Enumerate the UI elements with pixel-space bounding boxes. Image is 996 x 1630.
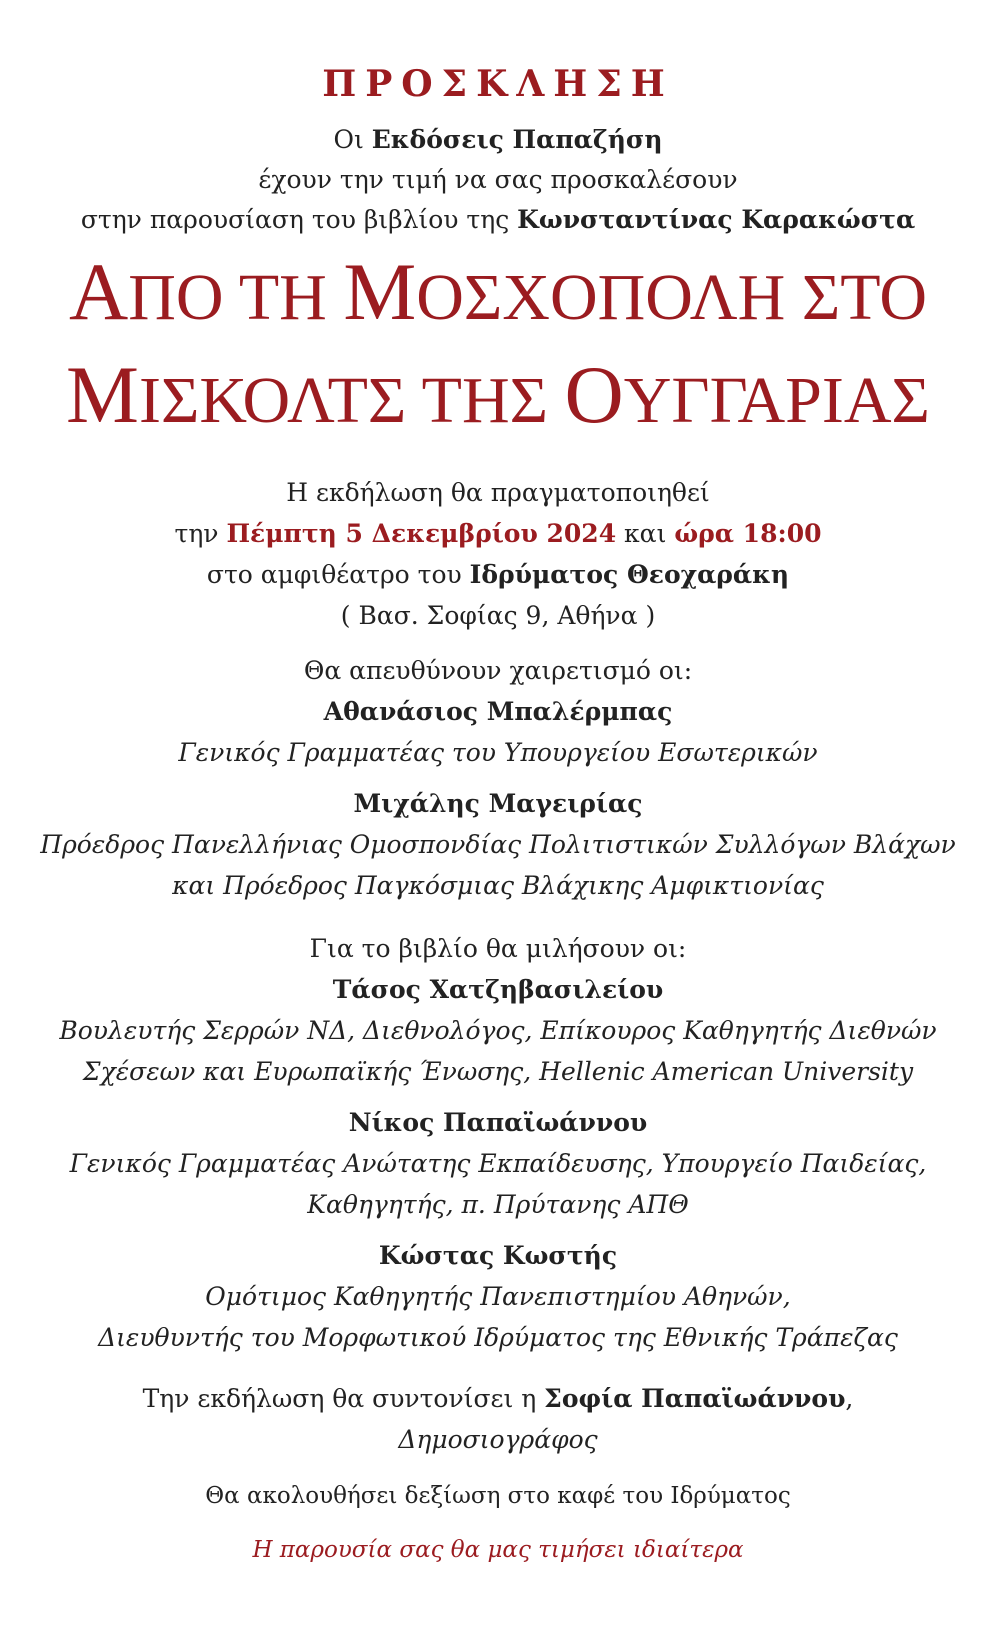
person-role: Ομότιμος Καθηγητής Πανεπιστημίου Αθηνών, bbox=[205, 1282, 791, 1311]
event-time: ώρα 18:00 bbox=[674, 519, 822, 548]
book-title-segment: Α bbox=[68, 246, 129, 337]
person-role: Γενικός Γραμματέας του Υπουργείου Εσωτερικών bbox=[178, 738, 818, 767]
person-role: Σχέσεων και Ευρωπαϊκής Ένωσης, Hellenic American University bbox=[82, 1057, 914, 1086]
event-venue-line bbox=[0, 554, 996, 595]
author-name: Κωνσταντίνας Καρακώστα bbox=[517, 205, 916, 234]
publisher-name: Εκδόσεις Παπαζήση bbox=[371, 125, 663, 154]
person-name: Κώστας Κωστής bbox=[378, 1241, 618, 1270]
moderator-role: Δημοσιογράφος bbox=[398, 1425, 598, 1454]
speaker-person bbox=[0, 1102, 996, 1225]
person-role: Διευθυντής του Μορφωτικού Ιδρύματος της Εθνικής Τράπεζας bbox=[98, 1323, 898, 1352]
event-address: ( Βασ. Σοφίας 9, Αθήνα ) bbox=[340, 601, 656, 630]
speaker-person bbox=[0, 969, 996, 1092]
moderator-section bbox=[0, 1378, 996, 1460]
intro-line-3 bbox=[0, 200, 996, 240]
moderator-line bbox=[0, 1378, 996, 1419]
greetings-intro: Θα απευθύνουν χαιρετισμό οι: bbox=[303, 656, 693, 685]
date-prefix: την bbox=[174, 519, 227, 548]
invitation-heading: ΠΡΟΣΚΛΗΣΗ bbox=[322, 63, 674, 105]
event-details bbox=[0, 472, 996, 636]
book-title-segment: ΟΣΧΟΠΟΛΗ ΣΤΟ bbox=[416, 261, 928, 334]
book-title-segment: Μ bbox=[343, 246, 417, 337]
person-name: Αθανάσιος Μπαλέρμπας bbox=[323, 697, 673, 726]
book-title-segment: ΥΓΓΑΡΙΑΣ bbox=[623, 364, 930, 437]
speakers-section bbox=[0, 928, 996, 1358]
event-date-line bbox=[0, 513, 996, 554]
book-title-segment: Μ bbox=[66, 349, 139, 440]
intro-line-2: έχουν την τιμή να σας προσκαλέσουν bbox=[258, 165, 738, 194]
person-role: Πρόεδρος Πανελλήνιας Ομοσπονδίας Πολιτιστικών Συλλόγων Βλάχων bbox=[40, 830, 956, 859]
moderator-comma: , bbox=[845, 1384, 854, 1413]
closing-note: Η παρουσία σας θα μας τιμήσει ιδιαίτερα bbox=[252, 1537, 744, 1563]
moderator-prefix: Την εκδήλωση θα συντονίσει η bbox=[142, 1384, 545, 1413]
intro-prefix: Οι bbox=[333, 125, 372, 154]
person-name: Μιχάλης Μαγειρίας bbox=[353, 789, 643, 818]
person-name: Τάσος Χατζηβασιλείου bbox=[332, 975, 664, 1004]
person-role: Γενικός Γραμματέας Ανώτατης Εκπαίδευσης, Υπουργείο Παιδείας, bbox=[69, 1149, 927, 1178]
book-title-segment: ΠΟ ΤΗ bbox=[128, 261, 344, 334]
reception-note: Θα ακολουθήσει δεξίωση στο καφέ του Ιδρύματος bbox=[205, 1483, 791, 1509]
person-role: και Πρόεδρος Παγκόσμιας Βλάχικης Αμφικτιονίας bbox=[172, 871, 824, 900]
venue-prefix: στο αμφιθέατρο του bbox=[206, 560, 470, 589]
book-title-line-2 bbox=[0, 349, 996, 458]
intro-line-1 bbox=[0, 120, 996, 160]
date-connector: και bbox=[616, 519, 675, 548]
event-venue: Ιδρύματος Θεοχαράκη bbox=[469, 560, 790, 589]
person-name: Νίκος Παπαϊωάννου bbox=[348, 1108, 648, 1137]
greeting-person bbox=[0, 783, 996, 906]
intro-block bbox=[0, 120, 996, 240]
speaker-person bbox=[0, 1235, 996, 1358]
book-title-line-1 bbox=[0, 246, 996, 355]
intro-line-3-prefix: στην παρουσίαση του βιβλίου της bbox=[80, 205, 518, 234]
person-role: Βουλευτής Σερρών ΝΔ, Διεθνολόγος, Επίκουρος Καθηγητής Διεθνών bbox=[59, 1016, 937, 1045]
book-title bbox=[0, 246, 996, 458]
greeting-person bbox=[0, 691, 996, 773]
speakers-intro: Για το βιβλίο θα μιλήσουν οι: bbox=[309, 934, 687, 963]
book-title-segment: Ο bbox=[564, 349, 624, 440]
greetings-section bbox=[0, 650, 996, 906]
book-title-segment: ΙΣΚΟΛΤΣ ΤΗΣ bbox=[138, 364, 565, 437]
event-date: Πέμπτη 5 Δεκεμβρίου 2024 bbox=[226, 519, 617, 548]
moderator-name: Σοφία Παπαϊωάννου bbox=[544, 1384, 846, 1413]
person-role: Καθηγητής, π. Πρύτανης ΑΠΘ bbox=[307, 1190, 689, 1219]
event-line-1: Η εκδήλωση θα πραγματοποιηθεί bbox=[286, 478, 710, 507]
